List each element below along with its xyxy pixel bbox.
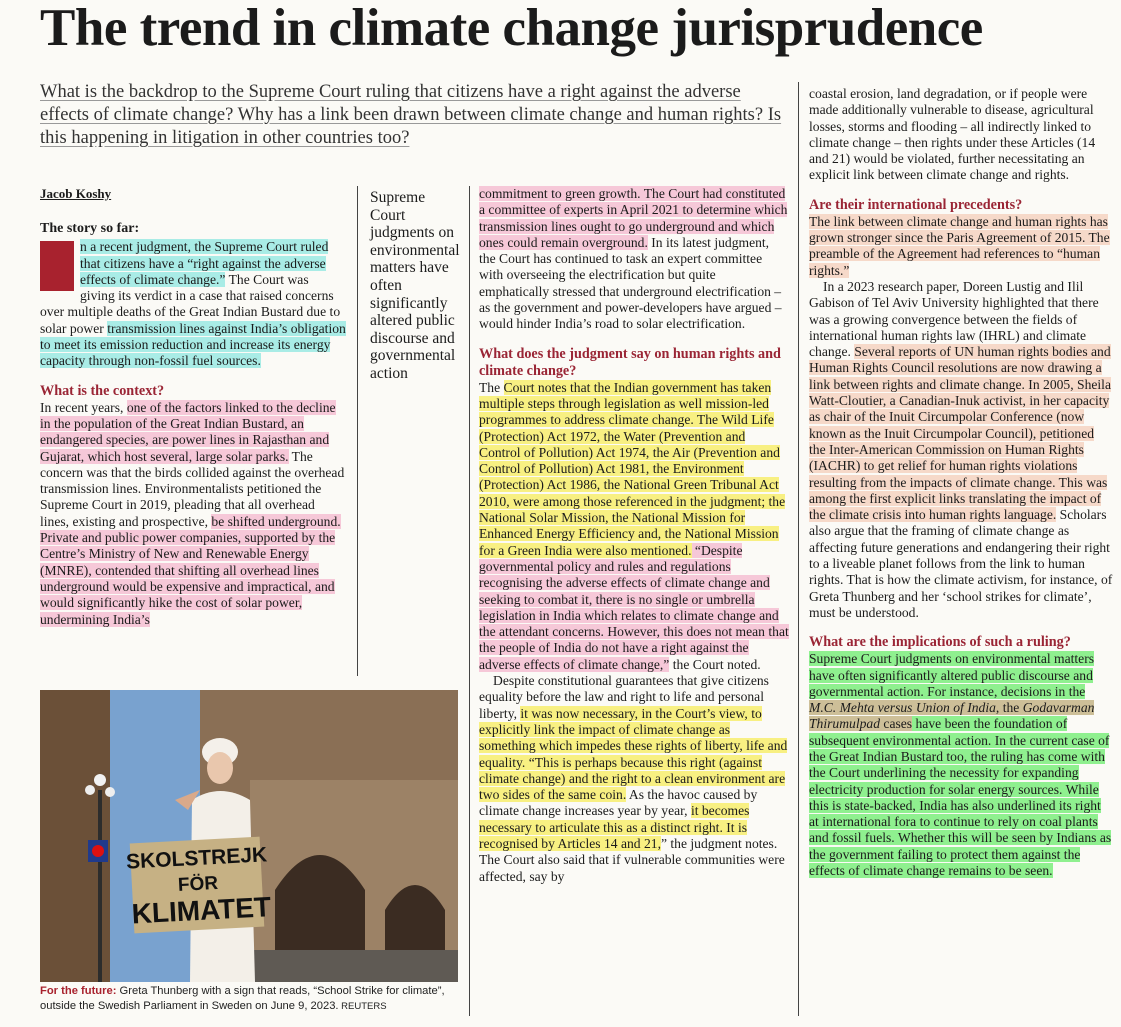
subhead-context: What is the context? xyxy=(40,382,165,399)
column-3 xyxy=(479,186,789,885)
sign-text: KLIMATET xyxy=(130,891,272,930)
subhead-precedents: Are their international precedents? xyxy=(809,196,1023,213)
subhead-implications: What are the implications of such a ruling? xyxy=(809,634,1071,651)
dek: What is the backdrop to the Supreme Court ruling that citizens have a right against the adverse effects of climate change? Why has a link been drawn between climate change and human rights? Is this happening in litigation in other countries too? xyxy=(40,82,782,148)
column-1 xyxy=(40,221,346,628)
paragraph: The link between climate change and human rights has grown stronger since the Paris Agreement of 2015. The preamble of the Agreement had references to “human rights.” xyxy=(809,213,1110,278)
story-label: The story so far: xyxy=(40,221,140,236)
byline: Jacob Koshy xyxy=(40,186,112,201)
column-rule xyxy=(357,186,358,676)
photo-caption: For the future: Greta Thunberg with a sign that reads, “School Strike for climate”, outside the Swedish Parliament in Sweden on June 9, 2023. REUTERS xyxy=(40,985,445,1012)
column-rule xyxy=(469,186,470,1016)
headline: The trend in climate change jurisprudence xyxy=(40,0,983,57)
subhead-judgment: What does the judgment say on human rights and climate change? xyxy=(479,345,781,379)
paragraph: commitment to green growth. The Court had constituted a committee of experts in April 2021 to determine which transmission lines ought to go underground and which ones could remain overground. In its latest judgment, the Court has continued to task an expert committee with overseeing the electrification but quite emphatically stressed that underground electrification – as the government and power-developers have argued – would hinder India’s road to solar electrification. xyxy=(479,186,788,332)
sign-text: SKOLSTREJK xyxy=(125,843,268,874)
drop-cap xyxy=(40,241,74,291)
paragraph: Supreme Court judgments on environmental matters have often significantly altered public discourse and governmental action. For instance, decisions in the M.C. Mehta versus Union of India, the Godavarman Thirumulpad cases have been the foundation of subsequent environmental action. In the current case of the Great Indian Bustard too, the ruling has come with the Court underlining the necessity for expanding electricity production for solar energy sources. While this is state-backed, India has also underlined its right at international fora to continue to rely on coal plants and fossil fuels. Whether this will be seen by Indians as the government failing to protect them against the effects of climate change remains to be seen. xyxy=(809,651,1112,879)
sign-text: FÖR xyxy=(177,872,219,896)
photo-illustration xyxy=(40,690,458,982)
news-photo xyxy=(40,690,458,982)
paragraph: The Court notes that the Indian government has taken multiple steps through legislation as well mission-led programmes to address climate change. The Wild Life (Protection) Act 1972, the Water (Prevention and Control of Pollution) Act 1974, the Air (Prevention and Control of Pollution) Act 1981, the Environment (Protection) Act 1986, the National Green Tribunal Act 2010, were among those referenced in the judgment; the National Solar Mission, the National Mission for Enhanced Energy Efficiency and, the National Mission for a Green India were also mentioned. “Despite governmental policy and rules and regulations recognising the adverse effects of climate change and seeking to combat it, there is no single or umbrella legislation in India which relates to climate change and the attendant concerns. However, this does not mean that the people of India do not have a right against the adverse effects of climate change,” the Court noted. xyxy=(479,379,789,672)
column-rule xyxy=(798,82,799,1016)
paragraph: Despite constitutional guarantees that give citizens equality before the law and right to life and personal liberty, it was now necessary, in the Court’s view, to explicitly link the impact of climate change as something which impedes these rights of liberty, life and equality. “This is perhaps because this right (against climate change) and the right to a clean environment are two sides of the same coin. As the havoc caused by climate change increases year by year, it becomes necessary to articulate this as a distinct right. It is recognised by Articles 14 and 21,” the judgment notes. The Court also said that if vulnerable communities were affected, say by xyxy=(479,673,788,884)
paragraph: coastal erosion, land degradation, or if people were made additionally vulnerable to disease, agricultural losses, storms and flooding – all indirectly linked to climate change – then rights under these Articles (14 and 21) would be violated, further necessitating an explicit link between climate change and rights. xyxy=(809,86,1096,183)
pull-quote: Supreme Court judgments on environmental matters have often significantly altered public discourse and governmental action xyxy=(370,189,460,382)
context-paragraph: In recent years, one of the factors linked to the decline in the population of the Great Indian Bustard, an endangered species, are power lines in Rajasthan and Gujarat, which host several, large solar parks. The concern was that the birds collided against the overhead transmission lines. Environmentalists petitioned the Supreme Court in 2019, pleading that all overhead lines, existing and prospective, be shifted underground. Private and public power companies, supported by the Centre’s Ministry of New and Renewable Energy (MNRE), contended that shifting all overhead lines underground would be expensive and impractical, and would significantly hike the cost of solar power, undermining India’s xyxy=(40,399,345,627)
paragraph: In a 2023 research paper, Doreen Lustig and Ilil Gabison of Tel Aviv University highlighted that there was a growing convergence between the fields of international human rights law (IHRL) and climate change. Several reports of UN human rights bodies and Human Rights Council resolutions are now drawing a link between rights and climate change. In 2005, Sheila Watt-Cloutier, a Canadian-Inuk activist, in her capacity as chair of the Inuit Circumpolar Conference (now known as the Inuit Circumpolar Council), petitioned the Inter-American Commission on Human Rights (IACHR) to get relief for human rights violations resulting from the impacts of climate change. This was among the first explicit links translating the impact of the climate crisis into human rights language. Scholars also argue that the framing of climate change as affecting future generations and endangering their right to a liveable planet follows from the link to human rights. That is how the climate activism, for instance, of Greta Thunberg and her ‘school strikes for climate’, must be understood. xyxy=(809,278,1113,620)
column-4 xyxy=(809,86,1113,879)
intro-paragraph: n a recent judgment, the Supreme Court ruled that citizens have a “right against the adverse effects of climate change.” The Court was giving its verdict in a case that raised concerns over multiple deaths of the Great Indian Bustard due to solar power transmission lines against India’s obligation to meet its emission reduction and increase its energy capacity through non-fossil fuel sources. xyxy=(40,239,346,369)
